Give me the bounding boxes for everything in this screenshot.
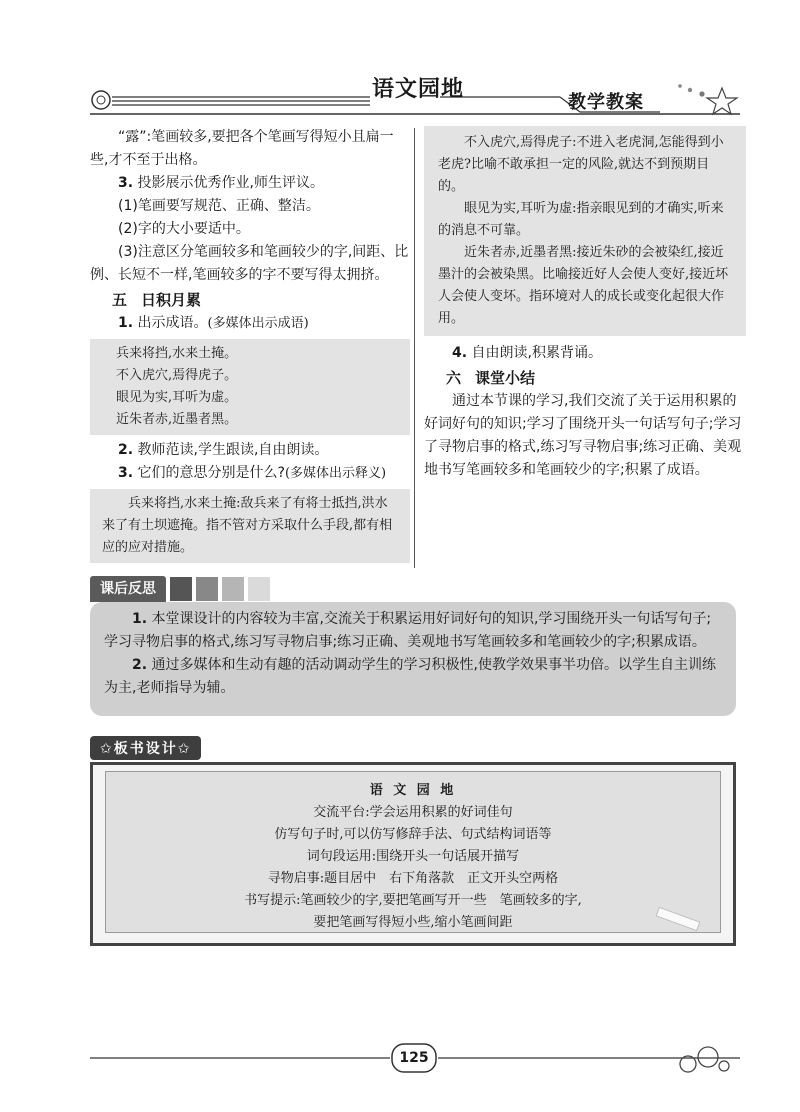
paragraph: 通过本节课的学习,我们交流了关于运用积累的好词好句的知识;学习了围绕开头一句话写句子;学习了寻物启事的格式,练习写寻物启事;练习正确、美观地书写笔画较多和笔画较少的字;积累了成语。 (424, 393, 742, 478)
reflection-box (90, 602, 736, 716)
board-line: 要把笔画写得短小些,缩小笔画间距 (313, 915, 513, 930)
list-item: (1)笔画要写规范、正确、整洁。 (118, 198, 320, 214)
right-column (424, 126, 746, 482)
meaning-text: 近朱者赤,近墨者黑:接近朱砂的会被染红,接近墨汁的会被染黑。比喻接近好人会使人变好,接近坏人会使人变坏。指环境对人的成长或变化起很大作用。 (438, 245, 729, 326)
page-header (0, 0, 800, 130)
meaning-box (90, 489, 410, 563)
list-item: (2)字的大小要适中。 (118, 221, 250, 237)
star-icon: ✩ (100, 741, 114, 757)
idiom-box (90, 339, 410, 435)
page-footer (0, 1030, 800, 1090)
paragraph: 2. 通过多媒体和生动有趣的活动调动学生的学习积极性,使教学效果事半功倍。以学生自主训练为主,老师指导为辅。 (104, 657, 716, 696)
idiom: 不入虎穴,焉得虎子。 (116, 368, 238, 383)
idiom: 近朱者赤,近墨者黑。 (116, 412, 238, 427)
reflection-label: 课后反思 (90, 576, 166, 602)
meaning-text: 兵来将挡,水来土掩:敌兵来了有将士抵挡,洪水来了有土坝遮掩。指不管对方采取什么手段,都有相应的应对措施。 (102, 496, 393, 555)
idiom: 兵来将挡,水来土掩。 (116, 346, 238, 361)
board-line: 词句段运用:围绕开头一句话展开描写 (306, 849, 520, 864)
board-line: 交流平台:学会运用积累的好词佳句 (313, 805, 513, 820)
meaning-text: 眼见为实,耳听为虚:指亲眼见到的才确实,听来的消息不可靠。 (438, 201, 724, 238)
reflection-header (90, 576, 270, 602)
blackboard-surface (105, 771, 721, 933)
paragraph: “露”:笔画较多,要把各个笔画写得短小且扁一些,才不至于出格。 (90, 129, 394, 168)
list-item: (3)注意区分笔画较多和笔画较少的字,间距、比例、长短不一样,笔画较多的字不要写得太拥挤。 (90, 244, 409, 283)
meaning-box (424, 126, 746, 336)
list-item: 2. 教师范读,学生跟读,自由朗读。 (118, 442, 329, 458)
board-line: 书写提示:笔画较少的字,要把笔画写开一些 笔画较多的字, (244, 893, 582, 908)
list-item: 3. 投影展示优秀作业,师生评议。 (118, 175, 324, 191)
board-content (106, 780, 720, 934)
paragraph: 1. 本堂课设计的内容较为丰富,交流关于积累运用好词好句的知识,学习围绕开头一句话写句子;学习寻物启事的格式,练习写寻物启事;练习正确、美观地书写笔画较多和笔画较少的字;积累成语。 (104, 611, 712, 650)
meaning-text: 不入虎穴,焉得虎子:不进入老虎洞,怎能得到小老虎?比喻不敢承担一定的风险,就达不到预期目的。 (438, 135, 724, 194)
star-icon (707, 88, 737, 114)
page-title: 语文园地 (372, 77, 465, 102)
board-line: 仿写句子时,可以仿写修辞手法、句式结构词语等 (274, 827, 552, 842)
left-column (90, 126, 410, 567)
header-decoration (0, 0, 800, 130)
section-heading: 六 课堂小结 (446, 369, 536, 387)
list-item: 4. 自由朗读,积累背诵。 (452, 345, 602, 361)
section-heading: 五 日积月累 (112, 291, 202, 309)
decor-block (248, 577, 270, 601)
board-label: ✩板书设计✩ (90, 736, 201, 760)
decor-block (170, 577, 192, 601)
section-label: 教学教案 (568, 92, 644, 113)
column-divider (414, 128, 415, 568)
star-icon: ✩ (177, 741, 192, 757)
board-line: 寻物启事:题目居中 右下角落款 正文开头空两格 (267, 871, 559, 886)
decor-block (196, 577, 218, 601)
board-title: 语 文 园 地 (369, 783, 457, 798)
page-number: 125 (399, 1050, 429, 1066)
decor-block (222, 577, 244, 601)
idiom: 眼见为实,耳听为虚。 (116, 390, 238, 405)
list-item: 3. 它们的意思分别是什么?(多媒体出示释义) (118, 465, 387, 481)
list-item: 1. 出示成语。(多媒体出示成语) (118, 315, 309, 331)
blackboard (90, 762, 736, 946)
